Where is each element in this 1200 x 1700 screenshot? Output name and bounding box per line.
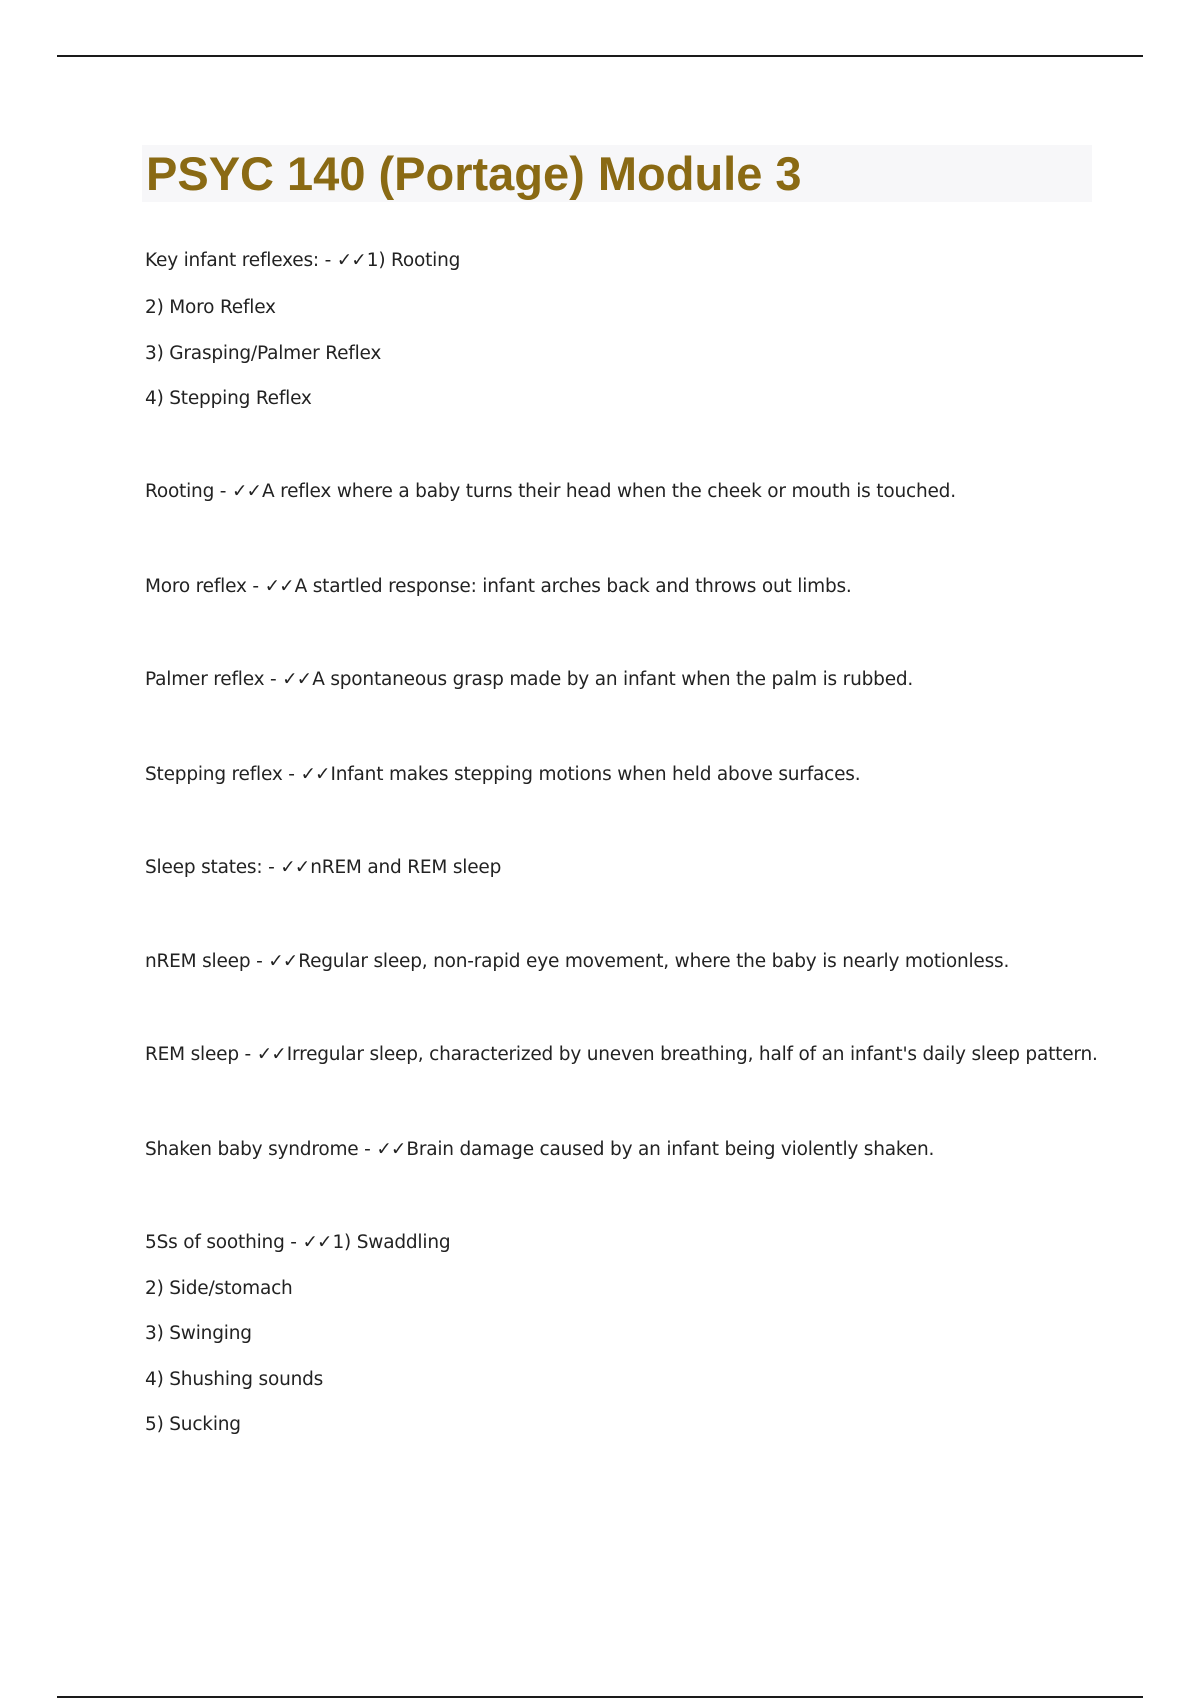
qa-entry-rem-sleep [145,1042,1098,1068]
list-item: 3) Swinging [145,1323,252,1344]
double-check-icon: ✓✓ [282,669,312,690]
qa-entry-key-infant-reflexes [145,248,460,274]
qa-answer: A spontaneous grasp made by an infant when the palm is rubbed. [312,669,914,690]
qa-term: Sleep states: - [145,857,281,878]
list-item: 2) Moro Reflex [145,297,276,318]
qa-entry-sleep-states [145,855,501,881]
qa-entry-stepping-reflex [145,762,860,788]
double-check-icon: ✓✓ [256,1044,286,1065]
qa-answer: 1) Swaddling [332,1232,451,1253]
qa-entry-palmer-reflex [145,667,913,693]
list-item: 2) Side/stomach [145,1278,293,1299]
double-check-icon: ✓✓ [300,764,330,785]
page-title: PSYC 140 (Portage) Module 3 [146,147,802,200]
footer-rule [57,1696,1143,1698]
qa-term: nREM sleep - [145,951,269,972]
double-check-icon: ✓✓ [264,576,294,597]
header-rule [57,55,1143,57]
qa-entry-moro-reflex [145,574,852,600]
list-item: 4) Stepping Reflex [145,388,312,409]
qa-answer: Infant makes stepping motions when held above surfaces. [330,764,861,785]
qa-answer: Brain damage caused by an infant being violently shaken. [406,1139,935,1160]
qa-term: Key infant reflexes: - [145,250,337,271]
qa-term: Palmer reflex - [145,669,283,690]
double-check-icon: ✓✓ [376,1139,406,1160]
qa-answer: Irregular sleep, characterized by uneven breathing, half of an infant's daily sleep pattern. [286,1044,1098,1065]
qa-term: Moro reflex - [145,576,265,597]
qa-answer: A startled response: infant arches back and throws out limbs. [294,576,852,597]
qa-answer: nREM and REM sleep [310,857,502,878]
double-check-icon: ✓✓ [302,1232,332,1253]
qa-term: 5Ss of soothing - [145,1232,303,1253]
list-item: 4) Shushing sounds [145,1369,324,1390]
qa-answer: 1) Rooting [366,250,461,271]
qa-entry-shaken-baby-syndrome [145,1137,934,1163]
double-check-icon: ✓✓ [231,481,261,502]
qa-entry-rooting [145,479,956,505]
qa-term: REM sleep - [145,1044,257,1065]
qa-term: Rooting - [145,481,232,502]
list-item: 5) Sucking [145,1414,241,1435]
list-item: 3) Grasping/Palmer Reflex [145,343,382,364]
qa-answer: Regular sleep, non-rapid eye movement, where the baby is nearly motionless. [298,951,1010,972]
double-check-icon: ✓✓ [336,250,366,271]
double-check-icon: ✓✓ [280,857,310,878]
qa-term: Shaken baby syndrome - [145,1139,377,1160]
qa-entry-nrem-sleep [145,949,1009,975]
qa-term: Stepping reflex - [145,764,301,785]
double-check-icon: ✓✓ [268,951,298,972]
qa-entry-5ss-of-soothing [145,1230,450,1256]
qa-answer: A reflex where a baby turns their head when the cheek or mouth is touched. [261,481,956,502]
